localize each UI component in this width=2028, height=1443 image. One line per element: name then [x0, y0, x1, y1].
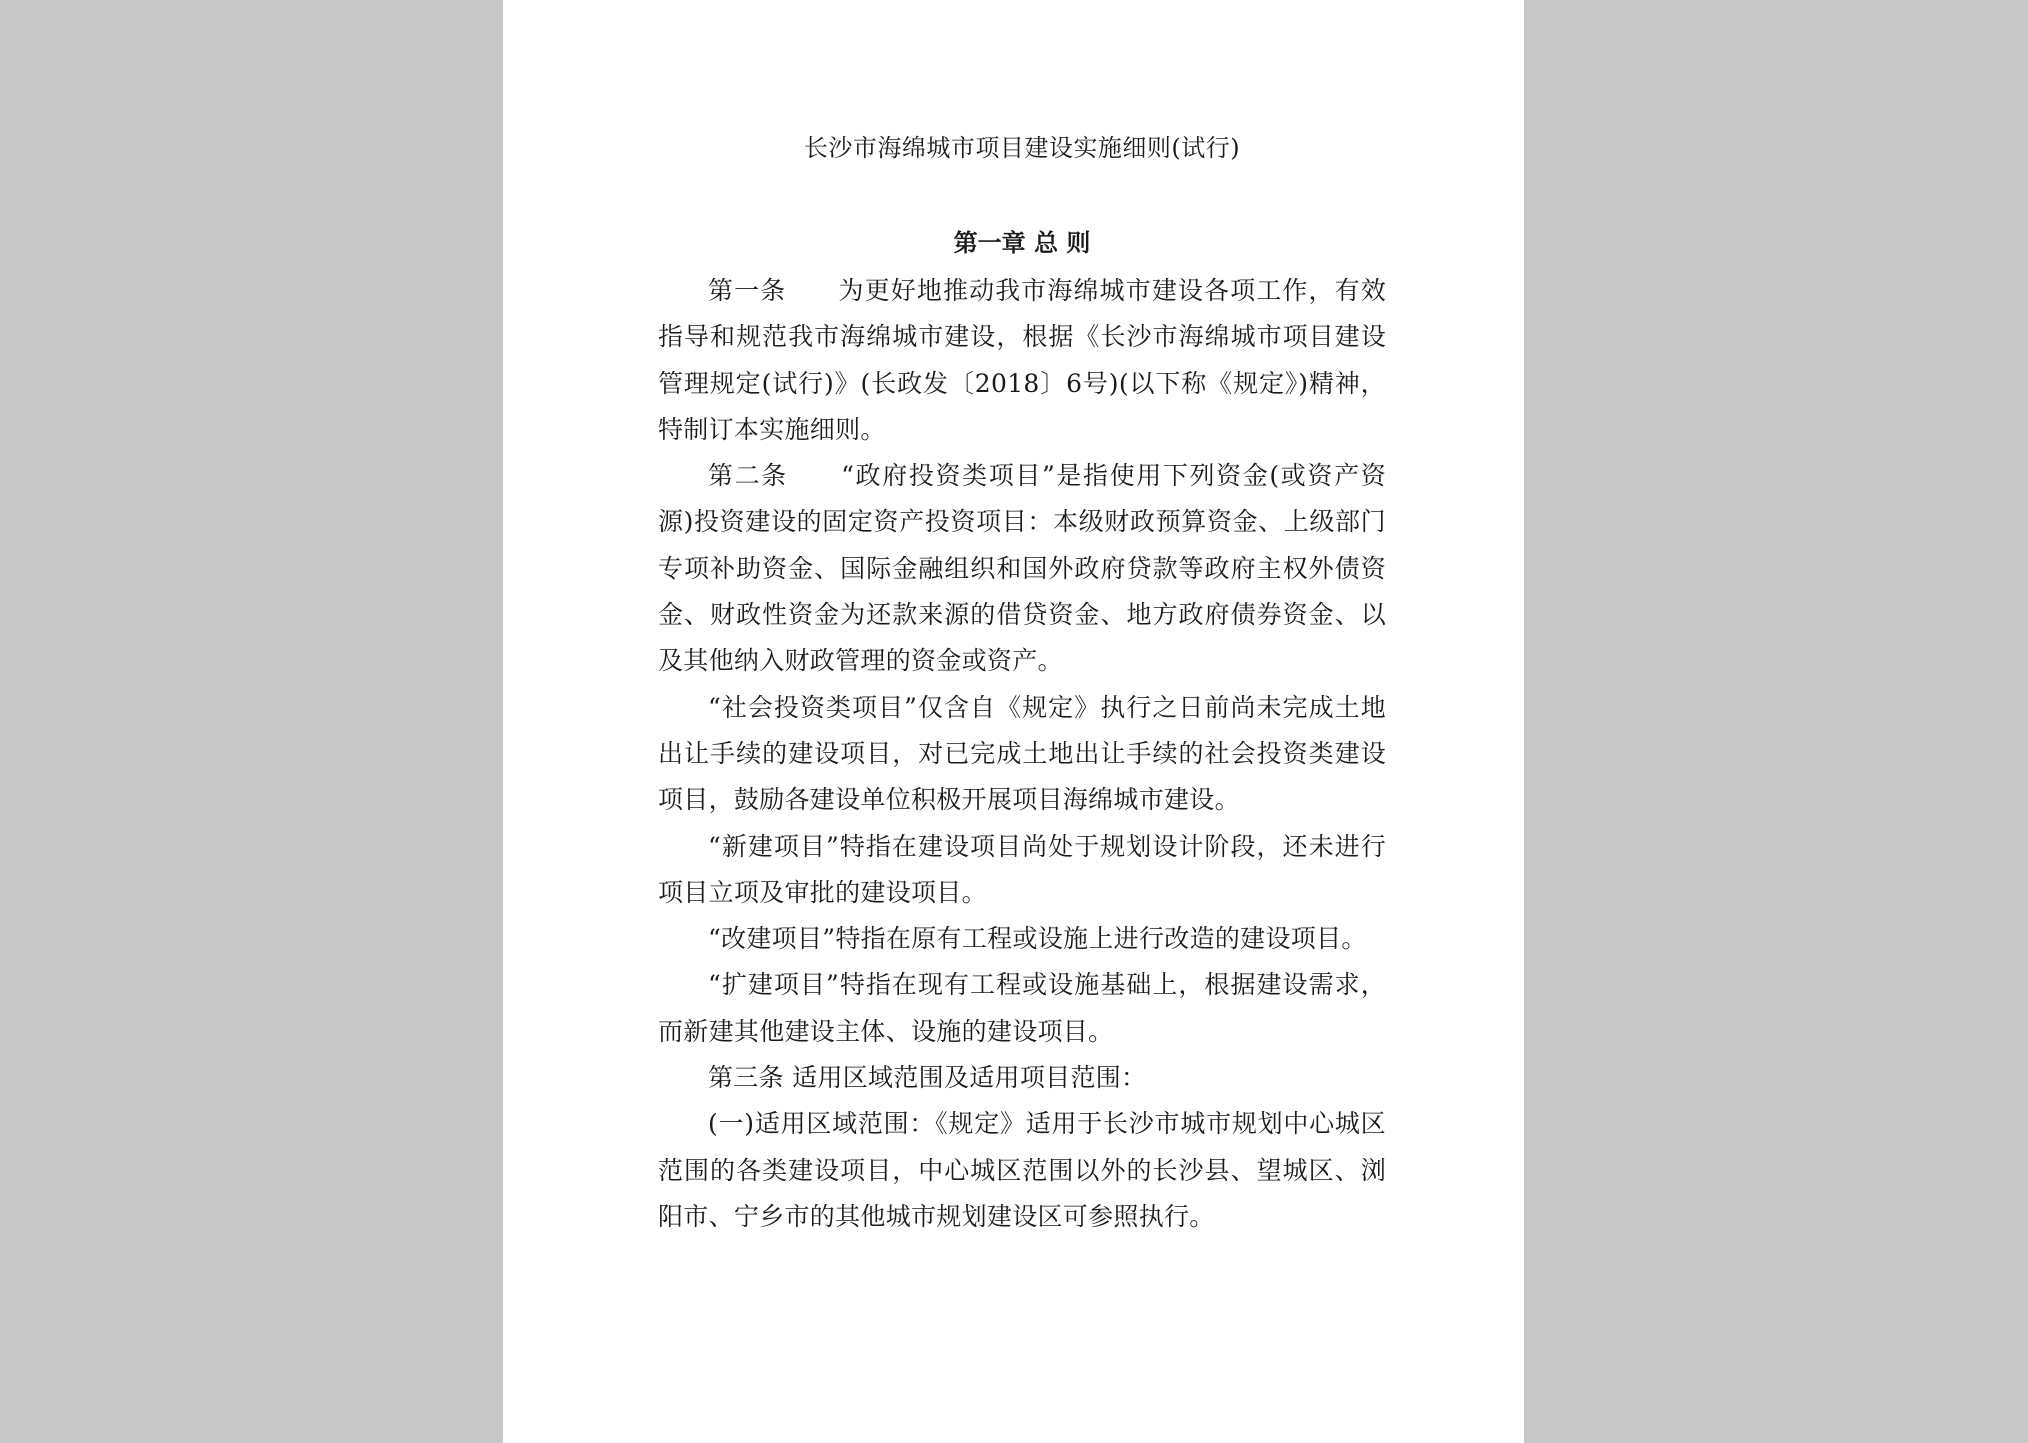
- article-1-paragraph: 第一条 为更好地推动我市海绵城市建设各项工作，有效指导和规范我市海绵城市建设，根据《长沙市海绵城市项目建设管理规定(试行)》(长政发〔2018〕6号)(以下称《规定》)精神，特制订本实施细则。: [658, 276, 1386, 444]
- scope-paragraph: (一)适用区域范围：《规定》适用于长沙市城市规划中心城区范围的各类建设项目，中心城区范围以外的长沙县、望城区、浏阳市、宁乡市的其他城市规划建设区可参照执行。: [658, 1109, 1386, 1231]
- renovation-project-paragraph: “改建项目”特指在原有工程或设施上进行改造的建设项目。: [708, 924, 1367, 954]
- expansion-project-paragraph: “扩建项目”特指在现有工程或设施基础上，根据建设需求，而新建其他建设主体、设施的建设项目。: [658, 970, 1386, 1046]
- social-investment-paragraph: “社会投资类项目”仅含自《规定》执行之日前尚未完成土地出让手续的建设项目，对已完成土地出让手续的社会投资类建设项目，鼓励各建设单位积极开展项目海绵城市建设。: [658, 692, 1386, 815]
- document-page: [503, 0, 1524, 1443]
- article-3-paragraph: 第三条 适用区域范围及适用项目范围：: [708, 1063, 1147, 1093]
- document-body: [658, 268, 1386, 1240]
- chapter-title: 第一章 总 则: [953, 228, 1091, 257]
- new-project-paragraph: “新建项目”特指在建设项目尚处于规划设计阶段，还未进行项目立项及审批的建设项目。: [658, 831, 1386, 907]
- article-2-paragraph: 第二条 “政府投资类项目”是指使用下列资金(或资产资源)投资建设的固定资产投资项目：本级财政预算资金、上级部门专项补助资金、国际金融组织和国外政府贷款等政府主权外债资金、财政性资金为还款来源的借贷资金、地方政府债券资金、以及其他纳入财政管理的资金或资产。: [658, 461, 1386, 676]
- document-title: 长沙市海绵城市项目建设实施细则(试行): [803, 134, 1241, 162]
